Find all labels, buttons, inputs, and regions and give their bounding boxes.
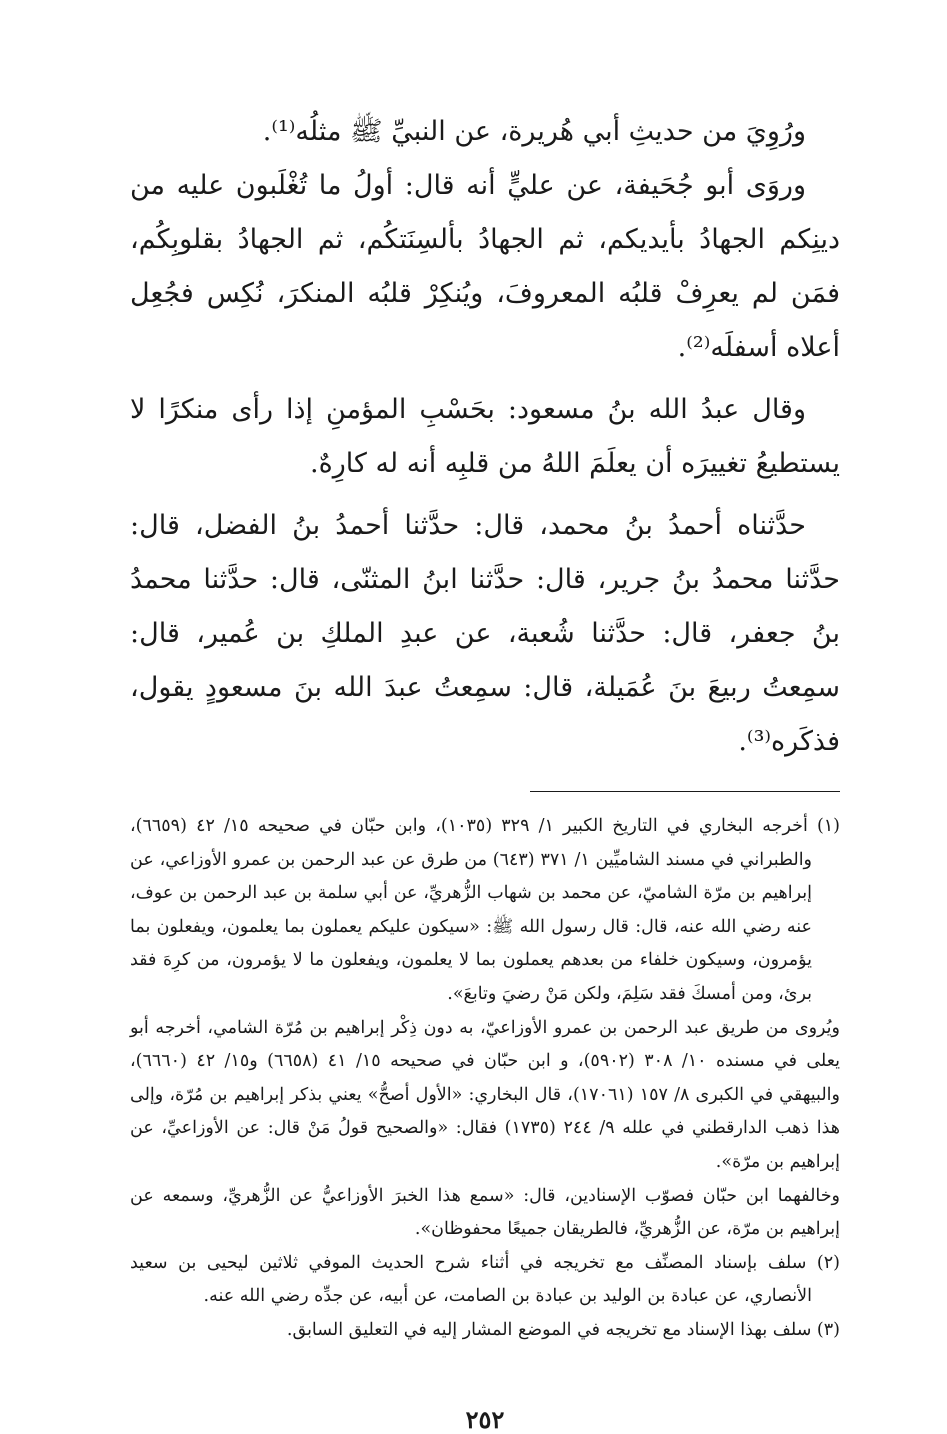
footnote-3: (٣) سلف بهذا الإسناد مع تخريجه في الموضع المشار إليه في التعليق السابق. xyxy=(286,1319,840,1340)
footnote-1: (١) أخرجه البخاري في التاريخ الكبير ١/ ٣٢٩ (١٠٣٥)، وابن حبّان في صحيحه ١٥/ ٤٢ (٦٦٥٩)، والطبراني في مسند الشاميِّين ١/ ٣٧١ (٦٤٣) من طرق عن عبد الرحمن بن عمرو الأوزاعي، عن إبراهيم بن مرّة الشاميّ، عن محمد بن شهاب الزُّهريِّ، عن أبي سلمة بن عبد الرحمن بن عوف، عنه رضي الله عنه، قال: قال رسول الله ﷺ: «سيكون عليكم يعملون بما يعلمون، ويفعلون بما يؤمرون، وسيكون خلفاء من بعدهم يعملون بما لا يعلمون، ويفعلون ما لا يؤمرون، من كرِهَ فقد برئ، ومن أمسكَ فقد سَلِمَ، ولكن مَنْ رضيَ وتابعَ». xyxy=(130,816,840,1004)
footnote-1-final: وخالفهما ابن حبّان فصوّب الإسنادين، قال: «سمع هذا الخبرَ الأوزاعيُّ عن الزُّهريِّ، وسمعه عن إبراهيم بن مرّة، عن الزُّهريِّ، فالطريقان جميعًا محفوظان». xyxy=(130,1185,840,1240)
footnotes xyxy=(130,810,840,1348)
main-paragraph-3: وقال عبدُ الله بنُ مسعود: بحَسْبِ المؤمنِ إذا رأى منكرًا لا يستطيعُ تغييرَه أن يعلَمَ اللهُ من قلبِه أنه له كارِهٌ. xyxy=(130,394,840,479)
footnote-2: (٢) سلف بإسناد المصنِّف مع تخريجه في أثناء شرح الحديث الموفي ثلاثين ليحيى بن سعيد الأنصاري، عن عبادة بن الوليد بن عبادة بن الصامت، عن أبيه، عن جدِّه رضي الله عنه. xyxy=(130,1252,840,1307)
main-paragraph-4: حدَّثناه أحمدُ بنُ محمد، قال: حدَّثنا أحمدُ بنُ الفضل، قال: حدَّثنا محمدُ بنُ جرير، قال: حدَّثنا ابنُ المثنّى، قال: حدَّثنا محمدُ بنُ جعفر، قال: حدَّثنا شُعبة، عن عبدِ الملكِ بن عُمير، قال: سمِعتُ ربيعَ بنَ عُمَيلة، قال: سمِعتُ عبدَ الله بنَ مسعودٍ يقول، فذكَره⁽³⁾. xyxy=(130,510,840,757)
footnote-separator xyxy=(530,791,840,792)
page-number: ٢٥٢ xyxy=(465,1405,505,1434)
main-text xyxy=(130,105,840,769)
book-page xyxy=(130,105,841,1434)
footnote-1-continued: ويُروى من طريق عبد الرحمن بن عمرو الأوزاعيّ، به دون ذِكْر إبراهيم بن مُرّة الشامي، أخرجه أبو يعلى في مسنده ١٠/ ٣٠٨ (٥٩٠٢)، و ابن حبّان في صحيحه ١٥/ ٤١ (٦٦٥٨) و١٥/ ٤٢ (٦٦٦٠)، والبيهقي في الكبرى ٨/ ١٥٧ (١٧٠٦١)، قال البخاري: «الأول أصحُّ» يعني بذكر إبراهيم بن مُرّة، وإلى هذا ذهب الدارقطني في علله ٩/ ٢٤٤ (١٧٣٥) فقال: «والصحيح قولُ مَنْ قال: عن الأوزاعيِّ، عن إبراهيم بن مرّة». xyxy=(130,1017,841,1172)
main-paragraph-2: وروَى أبو جُحَيفة، عن عليٍّ أنه قال: أولُ ما تُغْلَبون عليه من دينِكم الجهادُ بأيديكم، ثم الجهادُ بألسِنَتكُم، ثم الجهادُ بقلوبِكُم، فمَن لم يعرِفْ قلبُه المعروفَ، ويُنكِرْ قلبُه المنكرَ، نُكِس فجُعِل أعلاه أسفلَه⁽²⁾. xyxy=(130,170,840,363)
main-paragraph-1: ورُوِيَ من حديثِ أبي هُريرة، عن النبيِّ ﷺ مثلُه⁽¹⁾. xyxy=(262,116,806,147)
